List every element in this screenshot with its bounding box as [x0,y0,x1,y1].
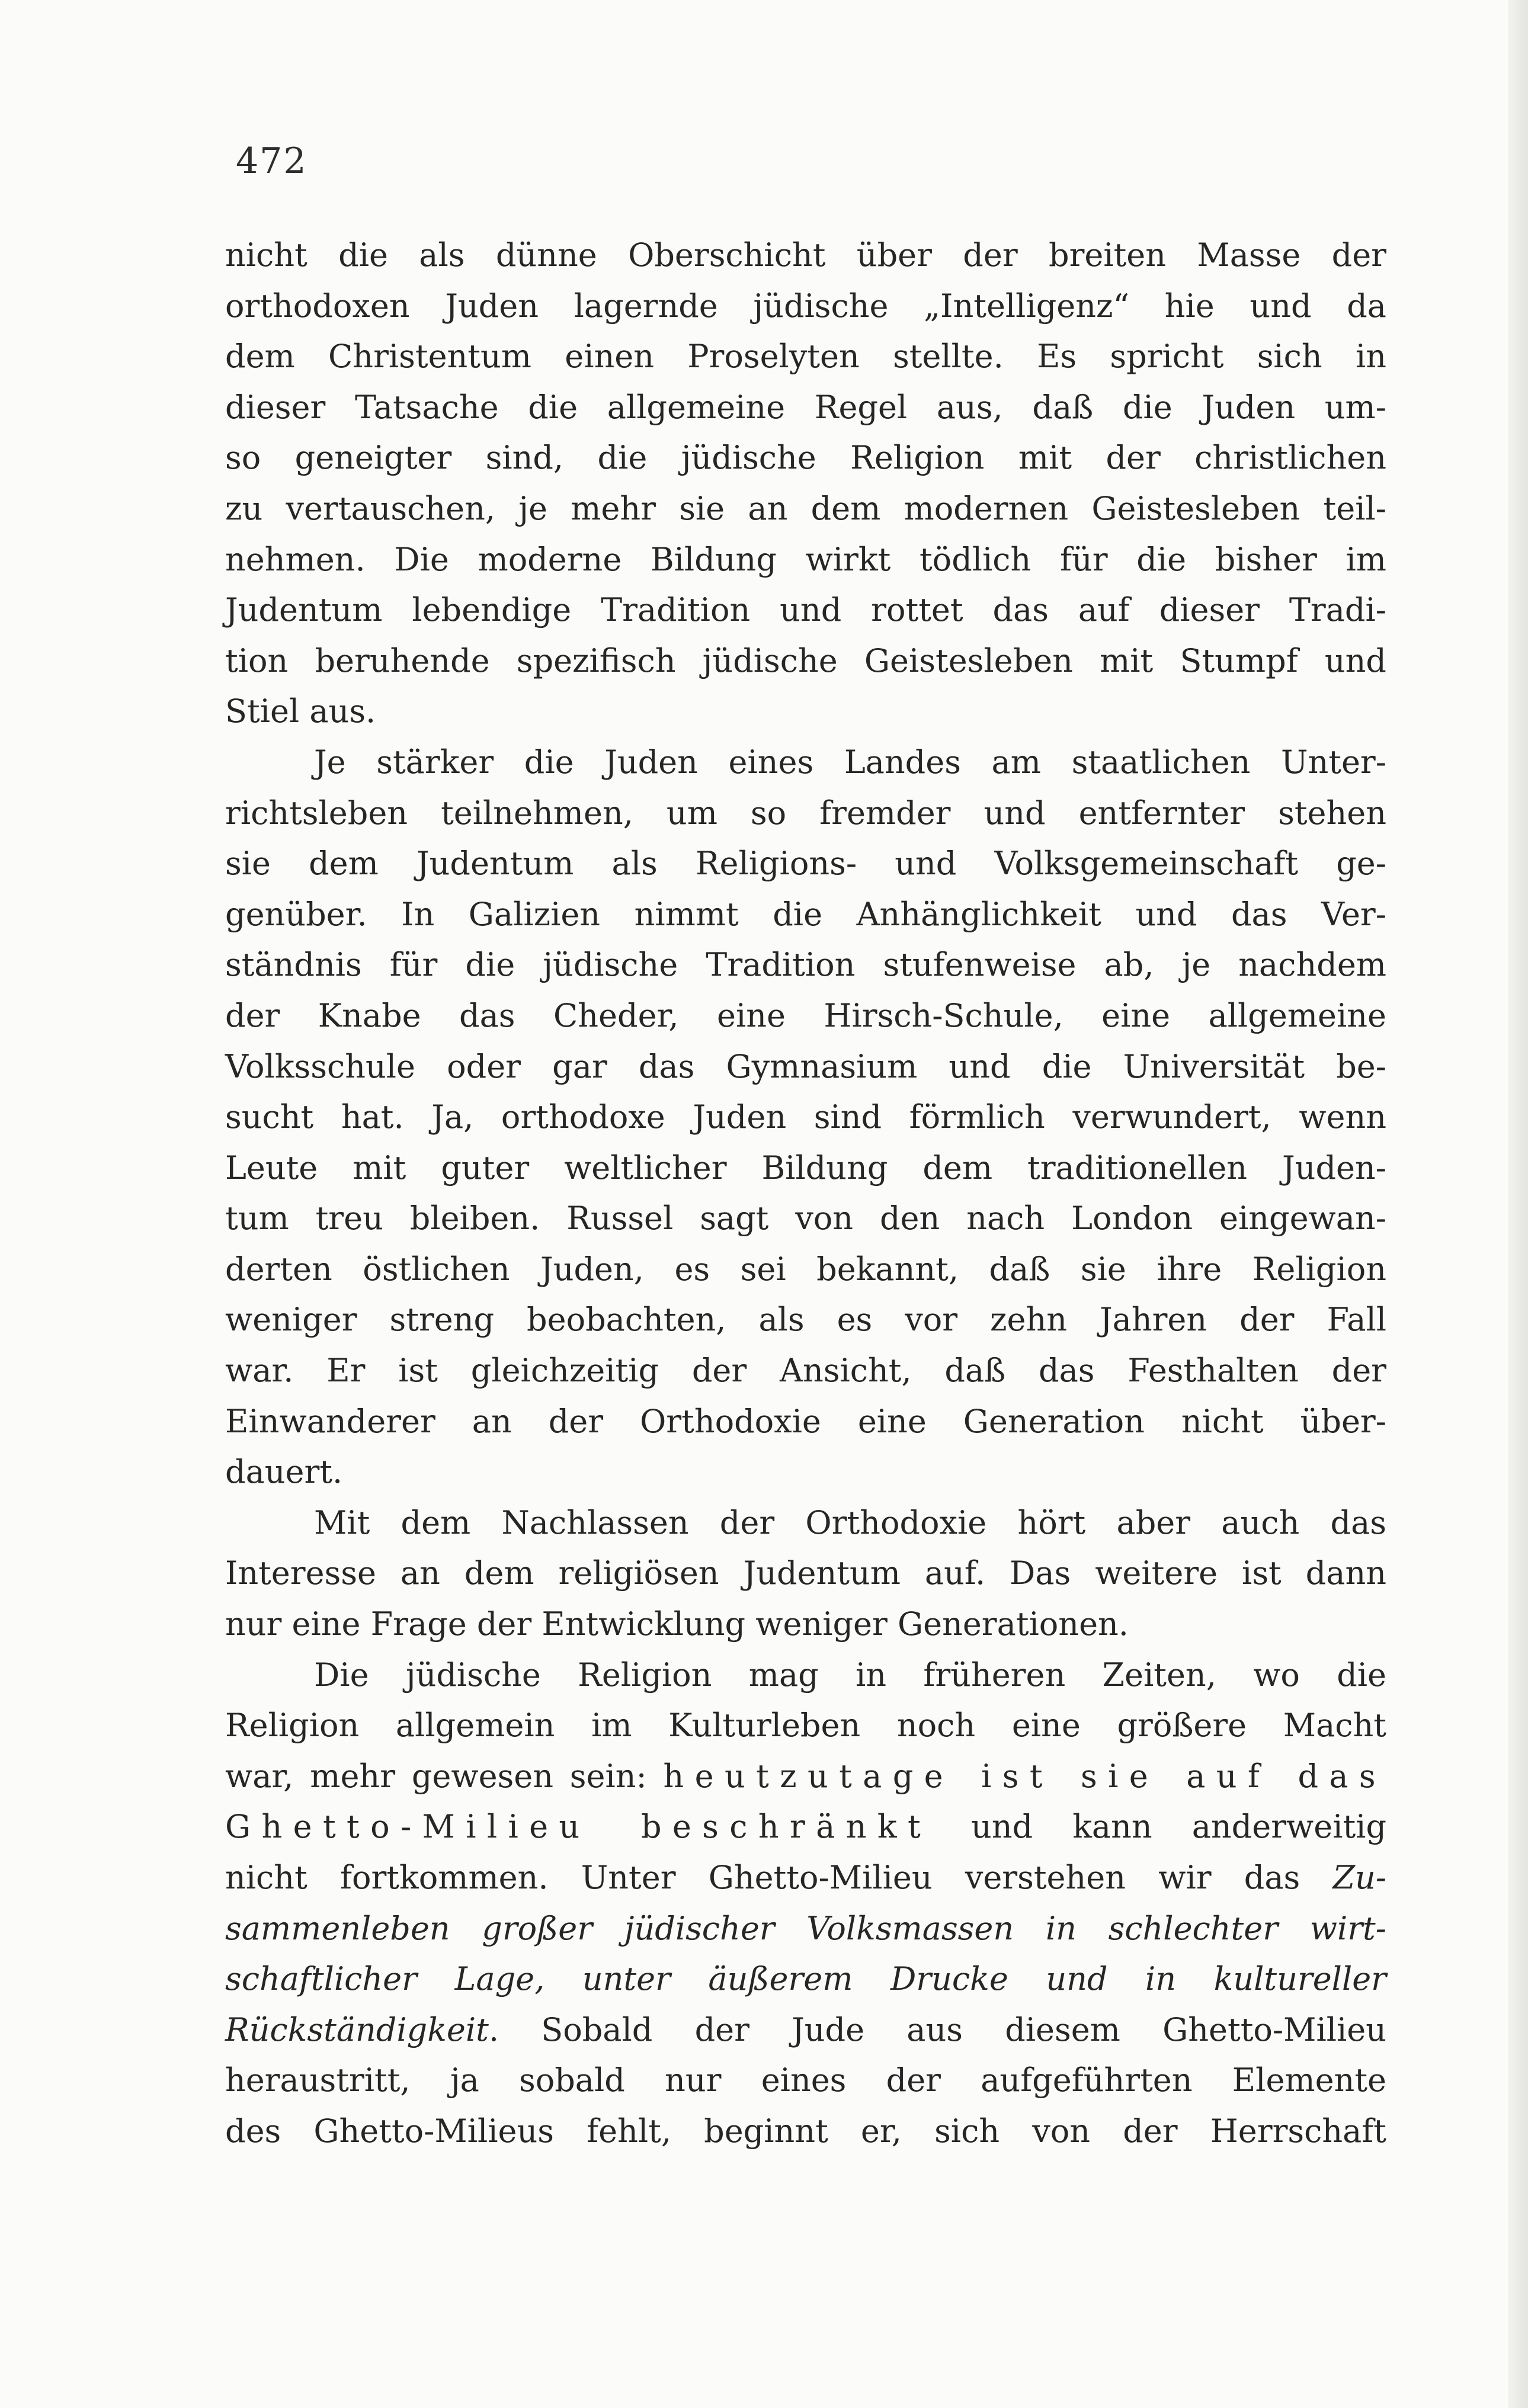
text-line: des Ghetto-Milieus fehlt, beginnt er, sich von der Herrschaft [225,2112,1386,2150]
text-line: sucht hat. Ja, orthodoxe Juden sind förmlich verwundert, wenn [225,1098,1386,1136]
paragraph-end-line: nur eine Frage der Entwicklung weniger Generationen. [225,1605,1129,1643]
text-line: Leute mit guter weltlicher Bildung dem traditionellen Juden- [225,1149,1386,1187]
text-line: tion beruhende spezifisch jüdische Geistesleben mit Stumpf und [225,642,1386,679]
body-text [225,230,1386,2157]
text-run: nicht fortkommen. Unter Ghetto-Milieu verstehen wir das [225,1859,1333,1896]
text-line: tum treu bleiben. Russel sagt von den nach London eingewan- [225,1200,1386,1237]
text-line: Interesse an dem religiösen Judentum auf. Das weitere ist dann [225,1554,1386,1592]
text-line [225,1801,1386,1852]
text-line: heraustritt, ja sobald nur eines der aufgeführten Elemente [225,2061,1386,2099]
text-line: Volksschule oder gar das Gymnasium und die Universität be- [225,1047,1386,1085]
text-line: sie dem Judentum als Religions- und Volksgemeinschaft ge- [225,845,1386,883]
italic-emphasis: Zu- [1332,1859,1386,1896]
text-run: und kann anderweitig [931,1808,1387,1846]
text-line: dieser Tatsache die allgemeine Regel aus, daß die Juden um- [225,388,1386,426]
text-run: . Sobald der Jude aus diesem Ghetto-Milieu [488,2011,1386,2048]
spaced-emphasis: Ghetto-Milieu beschränkt [225,1808,932,1846]
text-line: richtsleben teilnehmen, um so fremder und entfernter stehen [225,794,1386,832]
page-number: 472 [236,140,307,182]
text-line: war. Er ist gleichzeitig der Ansicht, daß das Festhalten der [225,1352,1386,1390]
text-line: Religion allgemein im Kulturleben noch eine größere Macht [225,1707,1386,1745]
spaced-emphasis: heutzutage ist sie auf das [663,1757,1386,1795]
text-line: Judentum lebendige Tradition und rottet das auf dieser Tradi- [225,591,1386,629]
paragraph-first-line: Mit dem Nachlassen der Orthodoxie hört aber auch das [314,1503,1386,1541]
text-line: nicht die als dünne Oberschicht über der breiten Masse der [225,236,1386,274]
italic-line: schaftlicher Lage, unter äußerem Drucke und in kultureller [225,1960,1386,1998]
italic-emphasis: Rückständigkeit [225,2011,489,2048]
paragraph-end-line: dauert. [225,1453,343,1491]
text-line: nehmen. Die moderne Bildung wirkt tödlich für die bisher im [225,540,1386,578]
text-line: genüber. In Galizien nimmt die Anhänglichkeit und das Ver- [225,895,1386,933]
paragraph-first-line: Je stärker die Juden eines Landes am staatlichen Unter- [314,743,1386,781]
text-run: war, mehr gewesen sein: [225,1757,664,1795]
text-line: der Knabe das Cheder, eine Hirsch-Schule, eine allgemeine [225,996,1386,1034]
text-line [225,2005,1386,2056]
italic-line: sammenleben großer jüdischer Volksmassen in schlechter wirt- [225,1909,1386,1947]
text-line: ständnis für die jüdische Tradition stufenweise ab, je nachdem [225,946,1386,984]
paragraph-first-line: Die jüdische Religion mag in früheren Zeiten, wo die [314,1656,1386,1694]
text-line: Einwanderer an der Orthodoxie eine Generation nicht über- [225,1402,1386,1440]
text-line: orthodoxen Juden lagernde jüdische „Intelligenz“ hie und da [225,287,1386,325]
text-line: derten östlichen Juden, es sei bekannt, daß sie ihre Religion [225,1250,1386,1288]
text-line [225,1751,1386,1802]
paragraph-end-line: Stiel aus. [225,692,376,730]
page-edge-shadow [1508,0,1528,2408]
text-line: so geneigter sind, die jüdische Religion mit der christlichen [225,439,1386,477]
text-line: zu vertauschen, je mehr sie an dem modernen Geistesleben teil- [225,489,1386,527]
text-line: dem Christentum einen Proselyten stellte. Es spricht sich in [225,338,1386,376]
text-line [225,1852,1386,1903]
text-line: weniger streng beobachten, als es vor zehn Jahren der Fall [225,1301,1386,1339]
